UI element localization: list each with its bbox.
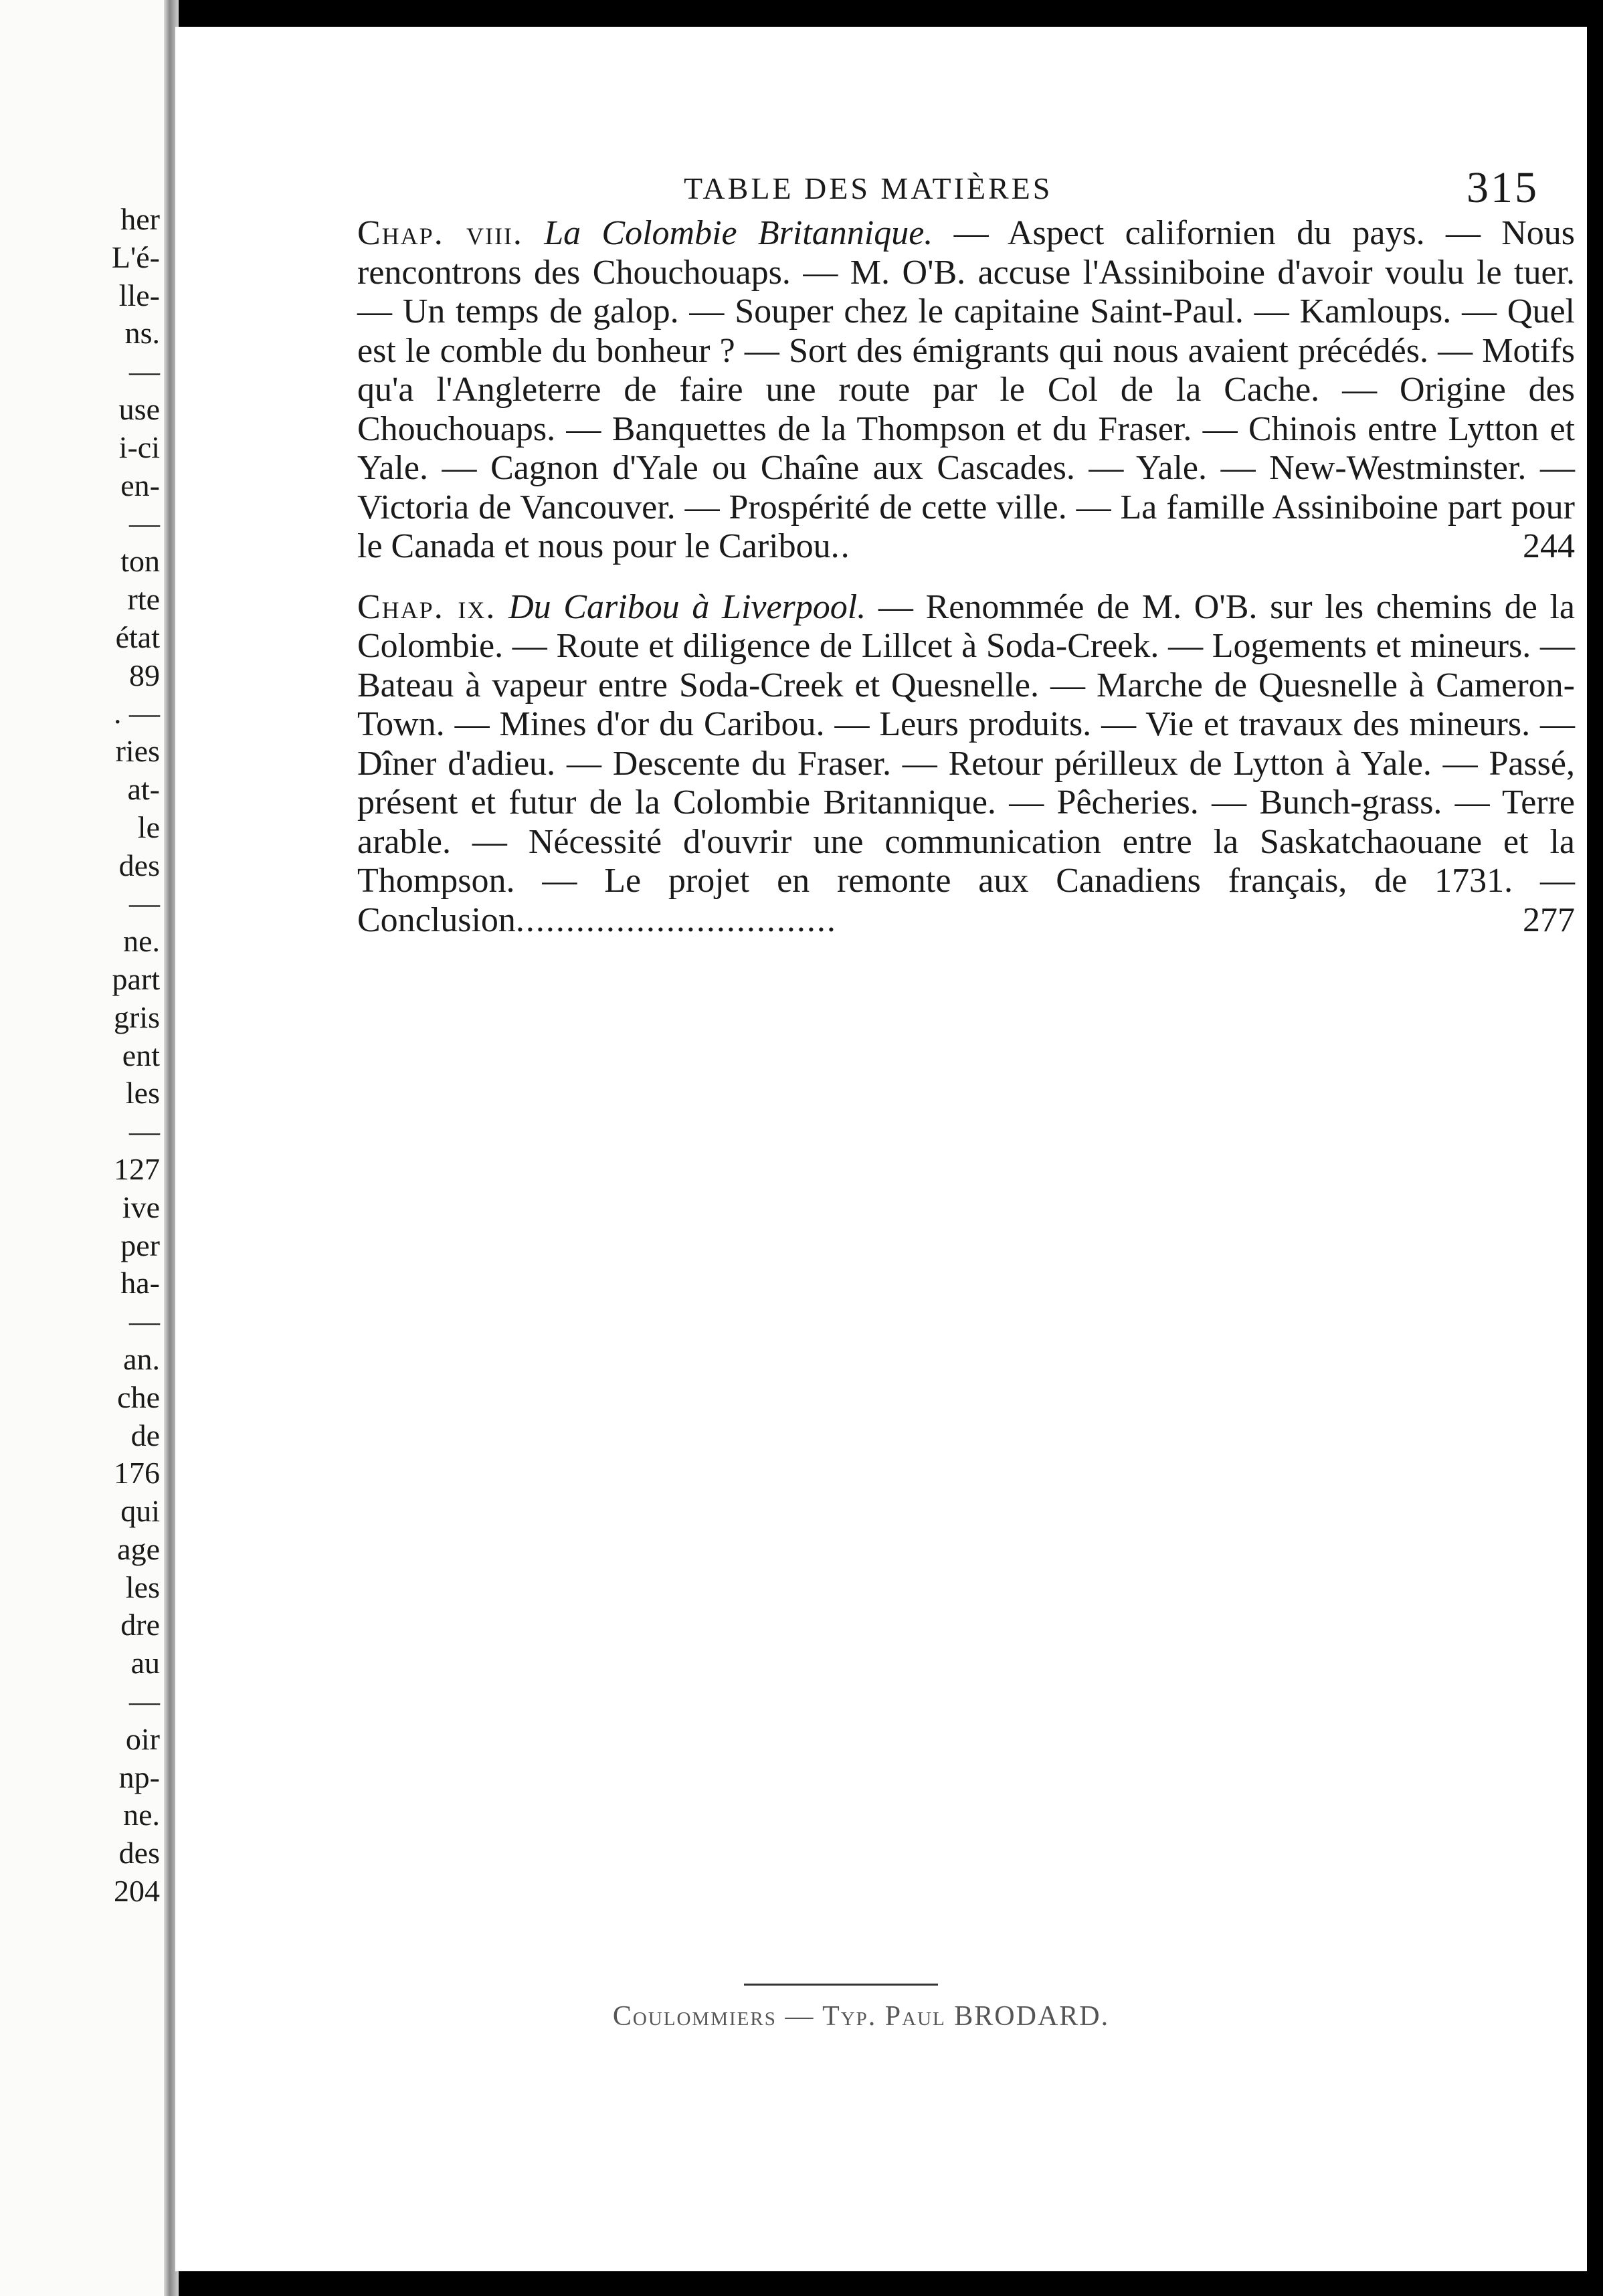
facing-page-line: at- <box>127 771 160 806</box>
facing-page-line: rte <box>127 581 160 616</box>
facing-page-line: ton <box>120 544 160 579</box>
facing-page-line: de <box>130 1418 160 1452</box>
chapter-summary: — Renommée de M. O'B. sur les chemins de la Colombie. — Route et diligence de Lillcet à Soda-Creek. — Logements et mineurs. — Bateau à vapeur entre Soda-Creek et Quesnelle. — Marche de Quesnelle à Cameron-Town. — Mines d'or du Caribou. — Leurs produits. — Vie et travaux des mineurs. — Dîner d'adieu. — Descente du Fraser. — Retour périlleux de Lytton à Yale. — Passé, présent et futur de la Colombie Britannique. — Pêcheries. — Bunch-grass. — Terre arable. — Nécessité d'ouvrir une communication entre la Saskatchaouane et la Thompson. — Le projet en remonte aux Canadiens français, de 1731. — Conclusion <box>357 587 1575 939</box>
facing-page-line: np- <box>118 1759 160 1794</box>
chapter-title: La Colombie Britannique. <box>544 214 933 252</box>
facing-page-line: état <box>115 619 160 654</box>
facing-page-line: — <box>129 354 160 389</box>
facing-page-line: her <box>120 202 160 236</box>
facing-page-line: ha- <box>120 1266 160 1301</box>
facing-page-line: ns. <box>124 316 160 351</box>
facing-page-line: le <box>137 809 160 844</box>
toc-entry-text <box>357 588 1575 941</box>
imprint-rule <box>744 1984 938 1986</box>
facing-page-line: 204 <box>114 1874 160 1909</box>
chapter-page-number: 244 <box>1523 527 1575 565</box>
facing-page-line: 127 <box>114 1151 160 1186</box>
facing-page-line: part <box>112 961 160 996</box>
table-of-contents <box>357 214 1575 961</box>
facing-page-edge <box>0 0 164 2296</box>
chapter-page-number: 277 <box>1523 900 1575 939</box>
facing-page-line: L'é- <box>111 240 160 274</box>
facing-page-line: che <box>117 1379 160 1414</box>
chapter-number: Chap. viii. <box>357 214 523 252</box>
facing-page-line-ends <box>3 201 160 1911</box>
running-head <box>684 157 1603 211</box>
dot-leader: ................................ <box>515 900 837 939</box>
facing-page-line: use <box>118 391 160 426</box>
facing-page-line: les <box>125 1569 160 1604</box>
facing-page-line: — <box>129 506 160 541</box>
facing-page-line: — <box>129 1684 160 1719</box>
document-page <box>175 27 1587 2271</box>
facing-page-line: gris <box>114 999 160 1034</box>
page-number: 315 <box>1467 163 1539 212</box>
facing-page-line: ries <box>115 734 160 769</box>
facing-page-line: 89 <box>129 658 160 692</box>
facing-page-line: — <box>129 886 160 921</box>
facing-page-line: per <box>120 1228 160 1262</box>
facing-page-line: ne. <box>123 924 160 959</box>
facing-page-line: lle- <box>118 278 160 312</box>
facing-page-line: ive <box>122 1189 160 1224</box>
facing-page-line: au <box>130 1646 160 1681</box>
facing-page-line: les <box>125 1076 160 1111</box>
facing-page-line: en- <box>120 468 160 502</box>
facing-page-line: des <box>118 1836 160 1871</box>
chapter-number: Chap. ix. <box>357 587 496 626</box>
facing-page-line: an. <box>123 1341 160 1376</box>
facing-page-line: ne. <box>123 1798 160 1832</box>
printer-imprint: Coulommiers — Typ. Paul BRODARD. <box>612 2001 1110 2032</box>
facing-page-line: qui <box>120 1494 160 1529</box>
facing-page-line: i-ci <box>118 429 160 464</box>
toc-entry-chapter-9 <box>357 588 1575 941</box>
facing-page-line: 176 <box>114 1456 160 1491</box>
chapter-title: Du Caribou à Liverpool. <box>508 587 866 626</box>
chapter-summary: — Aspect californien du pays. — Nous rencontrons des Chouchouaps. — M. O'B. accuse l'Assiniboine d'avoir voulu le tuer. — Un temps de galop. — Souper chez le capitaine Saint-Paul. — Kamloups. — Quel est le comble du bonheur ? — Sort des émigrants qui nous avaient précédés. — Motifs qu'a l'Angleterre de faire une route par le Col de la Cache. — Origine des Chouchouaps. — Banquettes de la Thompson et du Fraser. — Chinois entre Lytton et Yale. — Cagnon d'Yale ou Chaîne aux Cascades. — Yale. — New-Westminster. — Victoria de Vancouver. — Prospérité de cette ville. — La famille Assiniboine part pour le Canada et nous pour le Caribou <box>357 214 1575 565</box>
facing-page-line: dre <box>120 1608 160 1642</box>
facing-page-line: ent <box>122 1038 160 1072</box>
toc-entry-chapter-8 <box>357 214 1575 567</box>
facing-page-line: — <box>129 1304 160 1339</box>
facing-page-line: age <box>117 1531 160 1566</box>
facing-page-line: . — <box>114 696 160 731</box>
dot-leader: .. <box>830 527 851 565</box>
facing-page-line: oir <box>125 1721 160 1756</box>
header-title: TABLE DES MATIÈRES <box>684 171 1053 205</box>
toc-entry-text <box>357 214 1575 567</box>
facing-page-line: — <box>129 1114 160 1149</box>
facing-page-line: des <box>118 848 160 882</box>
